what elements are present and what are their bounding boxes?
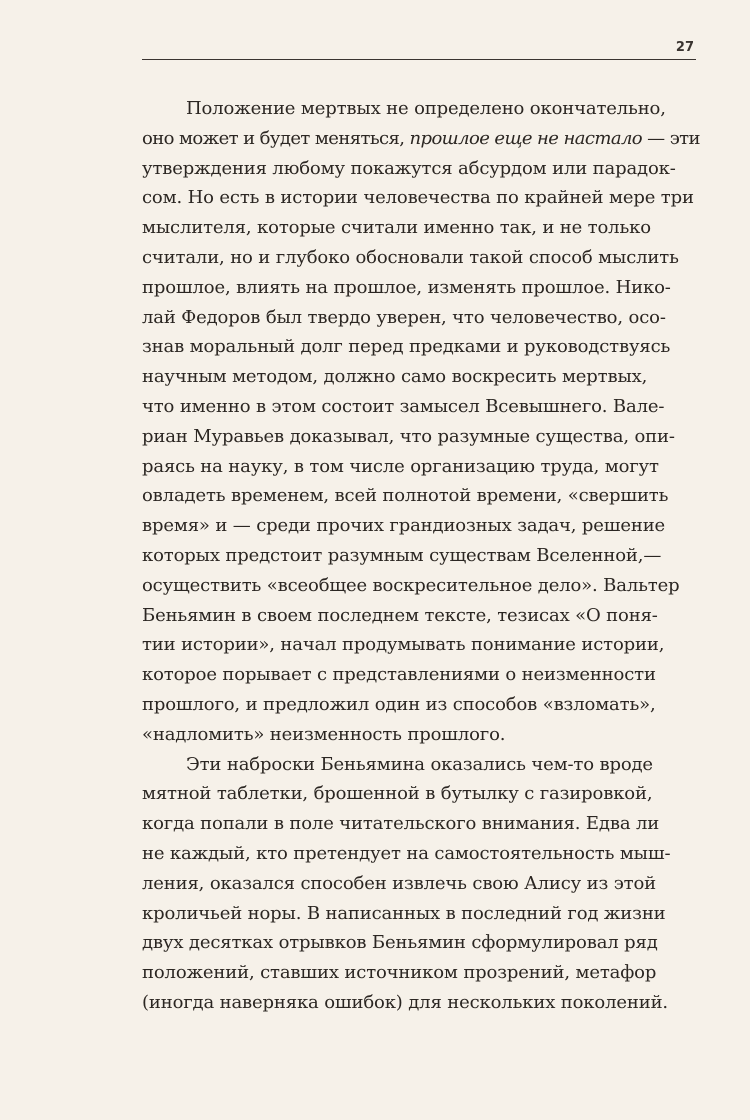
text-line: знав моральный долг перед предками и руководствуясь <box>142 336 671 358</box>
text-line: Беньямин в своем последнем тексте, тезисах «О поня- <box>142 604 658 626</box>
text-line: мятной таблетки, брошенной в бутылку с газировкой, <box>142 783 653 805</box>
body-text <box>142 94 702 1018</box>
text-line: утверждения любому покажутся абсурдом или парадок- <box>142 157 676 179</box>
text-line: что именно в этом состоит замысел Всевышнего. Вале- <box>142 395 665 417</box>
text-line: риан Муравьев доказывал, что разумные существа, опи- <box>142 425 675 447</box>
text-line: прошлого, и предложил один из способов «взломать», <box>142 693 656 715</box>
text-line: которое порывает с представлениями о неизменности <box>142 664 656 686</box>
text-span: оно может и будет меняться, <box>142 127 410 149</box>
text-line: раясь на науку, в том числе организацию труда, могут <box>142 455 659 477</box>
text-line: «надломить» неизменность прошлого. <box>142 723 506 745</box>
text-line: мыслителя, которые считали именно так, и не только <box>142 217 651 239</box>
text-line: кроличьей норы. В написанных в последний год жизни <box>142 902 666 924</box>
text-line: прошлое, влиять на прошлое, изменять прошлое. Нико- <box>142 276 671 298</box>
text-line: когда попали в поле читательского внимания. Едва ли <box>142 813 660 835</box>
page-number: 27 <box>675 40 694 55</box>
text-line: не каждый, кто претендует на самостоятельность мыш- <box>142 842 671 864</box>
italic-phrase: прошлое еще не настало <box>409 127 643 149</box>
text-line: тии истории», начал продумывать понимание истории, <box>142 634 665 656</box>
text-line: считали, но и глубоко обосновали такой способ мыслить <box>142 246 679 268</box>
text-line: двух десятках отрывков Беньямин сформулировал ряд <box>142 932 658 954</box>
text-line: (иногда наверняка ошибок) для нескольких поколений. <box>142 991 668 1013</box>
text-line <box>142 124 702 154</box>
paragraph-2 <box>142 750 702 1018</box>
text-line: овладеть временем, всей полнотой времени, «свершить <box>142 485 669 507</box>
paragraph-1 <box>142 94 702 750</box>
text-line: Эти наброски Беньямина оказались чем-то вроде <box>186 753 653 775</box>
text-line: сом. Но есть в истории человечества по крайней мере три <box>142 187 694 209</box>
text-span: — эти <box>642 127 700 149</box>
text-line: ления, оказался способен извлечь свою Алису из этой <box>142 872 656 894</box>
text-line: осуществить «всеобщее воскресительное дело». Вальтер <box>142 574 680 596</box>
header-rule <box>142 59 696 60</box>
text-line: Положение мертвых не определено окончательно, <box>186 98 666 119</box>
text-line: которых предстоит разумным существам Вселенной,— <box>142 544 662 566</box>
text-line: время» и — среди прочих грандиозных задач, решение <box>142 515 666 537</box>
text-line: научным методом, должно само воскресить мертвых, <box>142 366 648 388</box>
text-line: лай Федоров был твердо уверен, что человечество, осо- <box>142 306 666 328</box>
text-line: положений, ставших источником прозрений, метафор <box>142 962 657 984</box>
